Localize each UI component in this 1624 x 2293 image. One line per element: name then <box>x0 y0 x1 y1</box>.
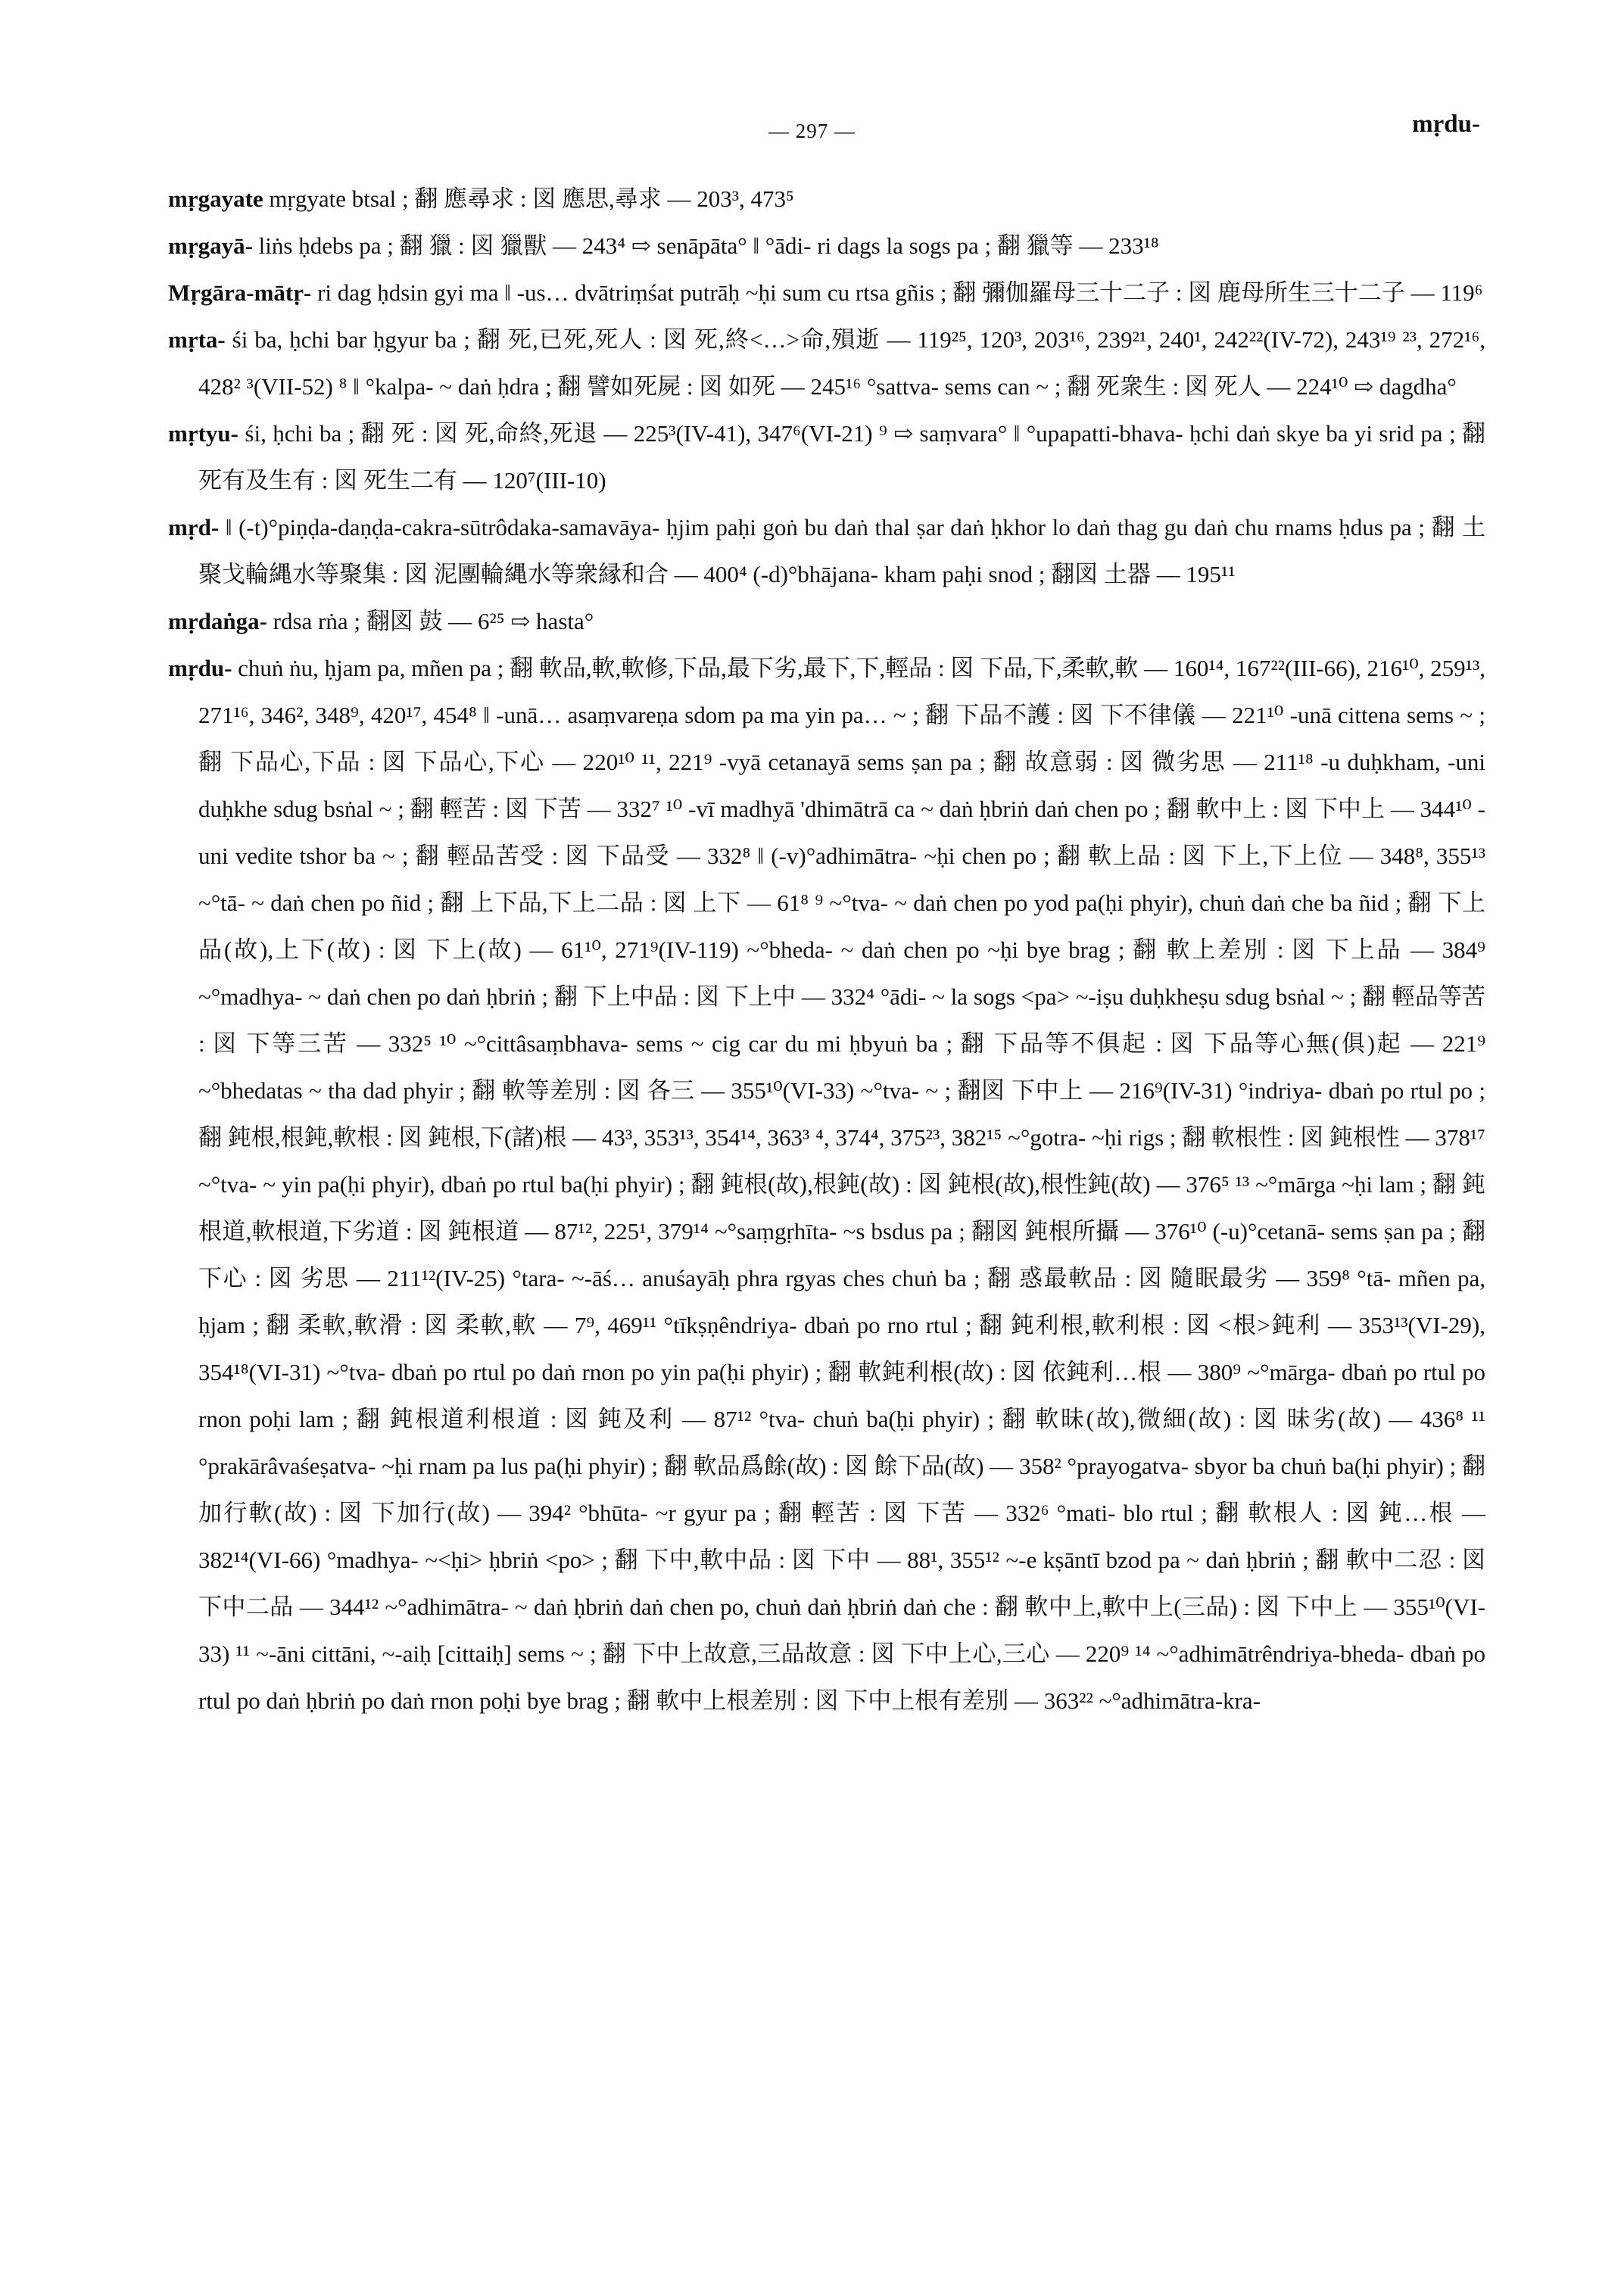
entry-body: liṅs ḥdebs pa ; 翻 獵 : 図 獵獸 — 243⁴ ⇨ senāpāta° ‖ °ādi- ri dags la sogs pa ; 翻 獵等 — 233¹⁸ <box>258 232 1159 259</box>
headword: mṛgayā- <box>168 232 253 259</box>
headword: mṛta- <box>168 326 226 353</box>
entry-body: chuṅ ṅu, ḥjam pa, mñen pa ; 翻 軟品,軟,軟修,下品,最下劣,最下,下,輕品 : 図 下品,下,柔軟,軟 — 160¹⁴, 167²²(III-66), 216¹⁰, 259¹³, 271¹⁶, 346², 348⁹, 420¹⁷, 454⁸ ‖ -unā… asaṃvareṇa sdom pa ma yin pa… ~ ; 翻 下品不護 : 図 下不律儀 — 221¹⁰ -unā cittena sems ~ ; 翻 下品心,下品 : 図 下品心,下心 — 220¹⁰ ¹¹, 221⁹ -vyā cetanayā sems ṣan pa ; 翻 故意弱 : 図 微劣思 — 211¹⁸ -u duḥkham, -uni duḥkhe sdug bsṅal ~ ; 翻 輕苦 : 図 下苦 — 332⁷ ¹⁰ -vī madhyā 'dhimātrā ca ~ daṅ ḥbriṅ daṅ chen po ; 翻 軟中上 : 図 下中上 — 344¹⁰ -uni vedite tshor ba ~ ; 翻 輕品苦受 : 図 下品受 — 332⁸ ‖ (-v)°adhimātra- ~ḥi chen po ; 翻 軟上品 : 図 下上,下上位 — 348⁸, 355¹³ ~°tā- ~ daṅ chen po ñid ; 翻 上下品,下上二品 : 図 上下 — 61⁸ ⁹ ~°tva- ~ daṅ chen po yod pa(ḥi phyir), chuṅ daṅ che ba ñid ; 翻 下上品(故),上下(故) : 図 下上(故) — 61¹⁰, 271⁹(IV-119) ~°bheda- ~ daṅ chen po ~ḥi bye brag ; 翻 軟上差別 : 図 下上品 — 384⁹ ~°madhya- ~ daṅ chen po daṅ ḥbriṅ ; 翻 下上中品 : 図 下上中 — 332⁴ °ādi- ~ la sogs <pa> ~-iṣu duḥkheṣu sdug bsṅal ~ ; 翻 輕品等苦 : 図 下等三苦 — 332⁵ ¹⁰ ~°cittâsaṃbhava- sems ~ cig car du mi ḥbyuṅ ba ; 翻 下品等不俱起 : 図 下品等心無(俱)起 — 221⁹ ~°bhedatas ~ tha dad phyir ; 翻 軟等差別 : 図 各三 — 355¹⁰(VI-33) ~°tva- ~ ; 翻図 下中上 — 216⁹(IV-31) °indriya- dbaṅ po rtul po ; 翻 鈍根,根鈍,軟根 : 図 鈍根,下(諸)根 — 43³, 353¹³, 354¹⁴, 363³ ⁴, 374⁴, 375²³, 382¹⁵ ~°gotra- ~ḥi rigs ; 翻 軟根性 : 図 鈍根性 — 378¹⁷ ~°tva- ~ yin pa(ḥi phyir), dbaṅ po rtul ba(ḥi phyir) ; 翻 鈍根(故),根鈍(故) : 図 鈍根(故),根性鈍(故) — 376⁵ ¹³ ~°mārga ~ḥi lam ; 翻 鈍根道,軟根道,下劣道 : 図 鈍根道 — 87¹², 225¹, 379¹⁴ ~°saṃgṛhīta- ~s bsdus pa ; 翻図 鈍根所攝 — 376¹⁰ (-u)°cetanā- sems ṣan pa ; 翻 下心 : 図 劣思 — 211¹²(IV-25) °tara- ~-āś… anuśayāḥ phra rgyas ches chuṅ ba ; 翻 惑最軟品 : 図 隨眠最劣 — 359⁸ °tā- mñen pa, ḥjam ; 翻 柔軟,軟滑 : 図 柔軟,軟 — 7⁹, 469¹¹ °tīkṣṇêndriya- dbaṅ po rno rtul ; 翻 鈍利根,軟利根 : 図 <根>鈍利 — 353¹³(VI-29), 354¹⁸(VI-31) ~°tva- dbaṅ po rtul po daṅ rnon po yin pa(ḥi phyir) ; 翻 軟鈍利根(故) : 図 依鈍利…根 — 380⁹ ~°mārga- dbaṅ po rtul po rnon poḥi lam ; 翻 鈍根道利根道 : 図 鈍及利 — 87¹² °tva- chuṅ ba(ḥi phyir) ; 翻 軟昧(故),微細(故) : 図 昧劣(故) — 436⁸ ¹¹ °prakārâvaśeṣatva- ~ḥi rnam pa lus pa(ḥi phyir) ; 翻 軟品爲餘(故) : 図 餘下品(故) — 358² °prayogatva- sbyor ba chuṅ ba(ḥi phyir) ; 翻 加行軟(故) : 図 下加行(故) — 394² °bhūta- ~r gyur pa ; 翻 輕苦 : 図 下苦 — 332⁶ °mati- blo rtul ; 翻 軟根人 : 図 鈍…根 — 382¹⁴(VI-66) °madhya- ~<ḥi> ḥbriṅ <po> ; 翻 下中,軟中品 : 図 下中 — 88¹, 355¹² ~-e kṣāntī bzod pa ~ daṅ ḥbriṅ ; 翻 軟中二忍 : 図 下中二品 — 344¹² ~°adhimātra- ~ daṅ ḥbriṅ daṅ chen po, chuṅ daṅ ḥbriṅ daṅ che : 翻 軟中上,軟中上(三品) : 図 下中上 — 355¹⁰(VI-33) ¹¹ ~-āni cittāni, ~-aiḥ [cittaiḥ] sems ~ ; 翻 下中上故意,三品故意 : 図 下中上心,三心 — 220⁹ ¹⁴ ~°adhimātrêndriya-bheda- dbaṅ po rtul po daṅ ḥbriṅ po daṅ rnon poḥi bye brag ; 翻 軟中上根差別 : 図 下中上根有差別 — 363²² ~°adhimātra-kra- <box>198 655 1486 1714</box>
entry-mrgayate <box>168 176 1485 223</box>
page-number: — 297 — <box>768 120 856 142</box>
entry-body: ‖ (-t)°piṇḍa-daṇḍa-cakra-sūtrôdaka-samavāya- ḥjim paḥi goṅ bu daṅ thal ṣar daṅ ḥkhor lo daṅ thag gu daṅ chu rnams ḥdus pa ; 翻 土聚戈輪縄水等聚集 : 図 泥團輪縄水等衆縁和合 — 400⁴ (-d)°bhājana- kham paḥi snod ; 翻図 土器 — 195¹¹ <box>198 514 1486 587</box>
headword: mṛdaṅga- <box>168 608 267 634</box>
headword: mṛtyu- <box>168 420 238 447</box>
entry-body: rdsa rṅa ; 翻図 鼓 — 6²⁵ ⇨ hasta° <box>273 608 594 634</box>
headword: mṛdu- <box>168 655 232 681</box>
entry-list <box>168 176 1485 1724</box>
entry-body: ri dag ḥdsin gyi ma ‖ -us… dvātriṃśat putrāḥ ~ḥi sum cu rtsa gñis ; 翻 彌伽羅母三十二子 : 図 鹿母所生三十二子 — 119⁶ <box>317 279 1483 306</box>
entry-mrd <box>168 504 1485 598</box>
entry-mrta <box>168 316 1485 410</box>
entry-mrdanga <box>168 598 1485 645</box>
entry-mrtyu <box>168 410 1485 504</box>
entry-mrdu <box>168 645 1485 1724</box>
entry-body: mṛgyate btsal ; 翻 應尋求 : 図 應思,尋求 — 203³, 473⁵ <box>269 185 794 212</box>
entry-mrgaya <box>168 223 1485 269</box>
entry-mrgara-matr <box>168 269 1485 316</box>
entry-body: śi ba, ḥchi bar ḥgyur ba ; 翻 死,已死,死人 : 図 死,終<…>命,殞逝 — 119²⁵, 120³, 203¹⁶, 239²¹, 240¹, 242²²(IV-72), 243¹⁹ ²³, 272¹⁶, 428² ³(VII-52) ⁸ ‖ °kalpa- ~ daṅ ḥdra ; 翻 譬如死屍 : 図 如死 — 245¹⁶ °sattva- sems can ~ ; 翻 死衆生 : 図 死人 — 224¹⁰ ⇨ dagdha° <box>198 326 1486 400</box>
entry-body: śi, ḥchi ba ; 翻 死 : 図 死,命終,死退 — 225³(IV-41), 347⁶(VI-21) ⁹ ⇨ saṃvara° ‖ °upapatti-bhava- ḥchi daṅ skye ba yi srid pa ; 翻 死有及生有 : 図 死生二有 — 120⁷(III-10) <box>198 420 1485 494</box>
running-head: mṛdu- <box>1412 111 1480 138</box>
headword: Mṛgāra-mātṛ- <box>168 279 312 306</box>
headword: mṛd- <box>168 514 220 541</box>
headword: mṛgayate <box>168 185 263 212</box>
